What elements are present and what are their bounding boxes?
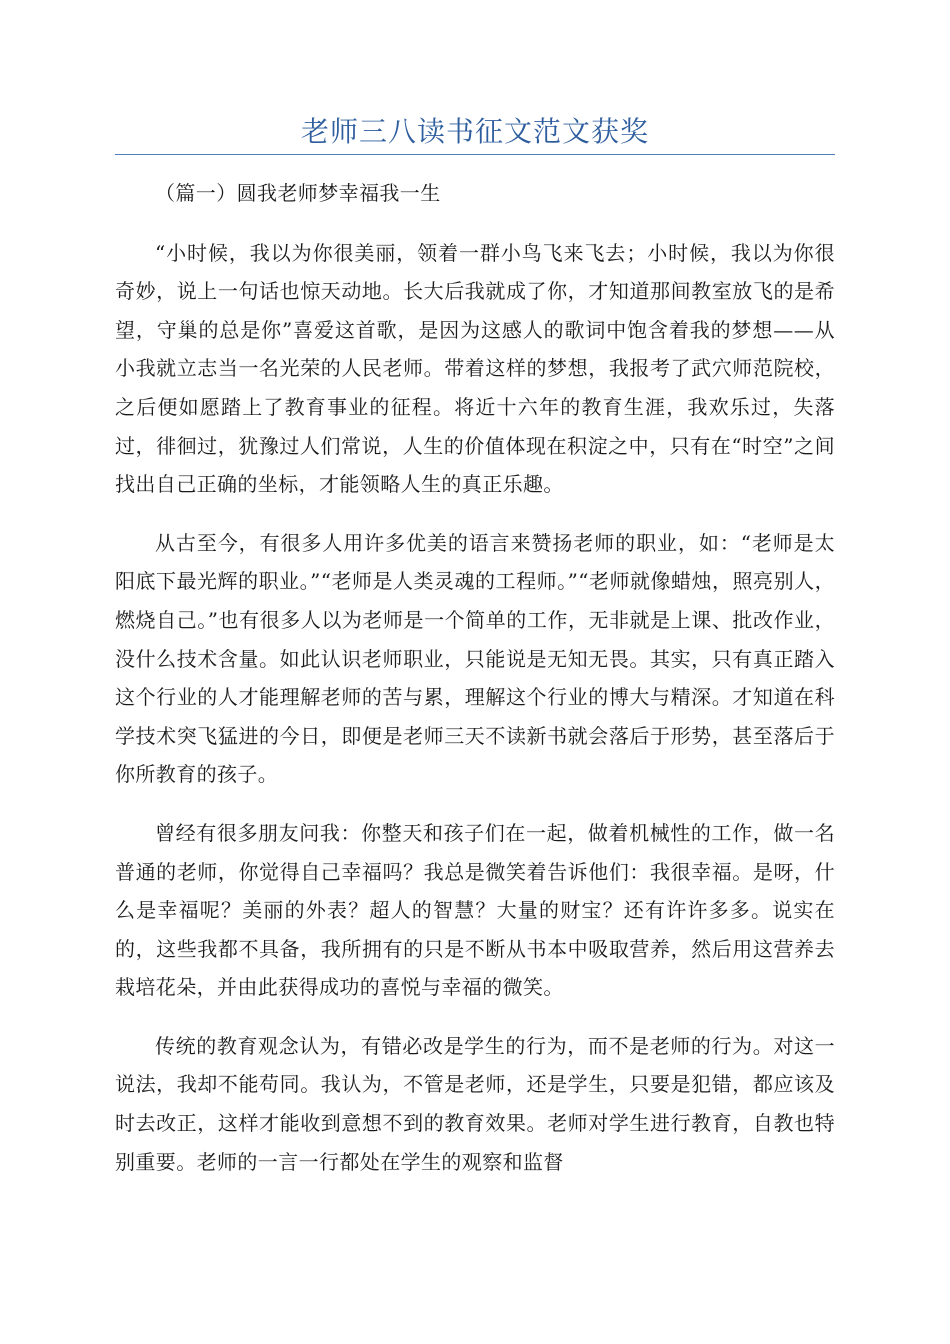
- section-heading: （篇一）圆我老师梦幸福我一生: [155, 181, 441, 205]
- paragraph-1: “小时候，我以为你很美丽，领着一群小鸟飞来飞去；小时候，我以为你很奇妙，说上一句话也惊天动地。长大后我就成了你，才知道那间教室放飞的是希望，守巢的总是你”喜爱这首歌，是因为这感人的歌词中饱含着我的梦想——从小我就立志当一名光荣的人民老师。带着这样的梦想，我报考了武穴师范院校，之后便如愿踏上了教育事业的征程。将近十六年的教育生涯，我欢乐过，失落过，徘徊过，犹豫过人们常说，人生的价值体现在积淀之中，只有在“时空”之间找出自己正确的坐标，才能领略人生的真正乐趣。: [115, 240, 835, 497]
- title-underline: [115, 154, 835, 155]
- document-body: [115, 174, 835, 1201]
- paragraph-2: 从古至今，有很多人用许多优美的语言来赞扬老师的职业，如：“老师是太阳底下最光辉的职业。”“老师是人类灵魂的工程师。”“老师就像蜡烛，照亮别人，燃烧自己。”也有很多人以为老师是一个简单的工作，无非就是上课、批改作业，没什么技术含量。如此认识老师职业，只能说是无知无畏。其实，只有真正踏入这个行业的人才能理解老师的苦与累，理解这个行业的博大与精深。才知道在科学技术突飞猛进的今日，即便是老师三天不读新书就会落后于形势，甚至落后于你所教育的孩子。: [115, 530, 835, 787]
- paragraph-4: 传统的教育观念认为，有错必改是学生的行为，而不是老师的行为。对这一说法，我却不能苟同。我认为，不管是老师，还是学生，只要是犯错，都应该及时去改正，这样才能收到意想不到的教育效果。老师对学生进行教育，自教也特别重要。老师的一言一行都处在学生的观察和监督: [115, 1033, 835, 1174]
- document-title: 老师三八读书征文范文获奖: [300, 115, 649, 148]
- paragraph-3: 曾经有很多朋友问我：你整天和孩子们在一起，做着机械性的工作，做一名普通的老师，你觉得自己幸福吗？我总是微笑着告诉他们：我很幸福。是呀，什么是幸福呢？美丽的外表？超人的智慧？大量的财宝？还有许许多多。说实在的，这些我都不具备，我所拥有的只是不断从书本中吸取营养，然后用这营养去栽培花朵，并由此获得成功的喜悦与幸福的微笑。: [115, 820, 835, 1000]
